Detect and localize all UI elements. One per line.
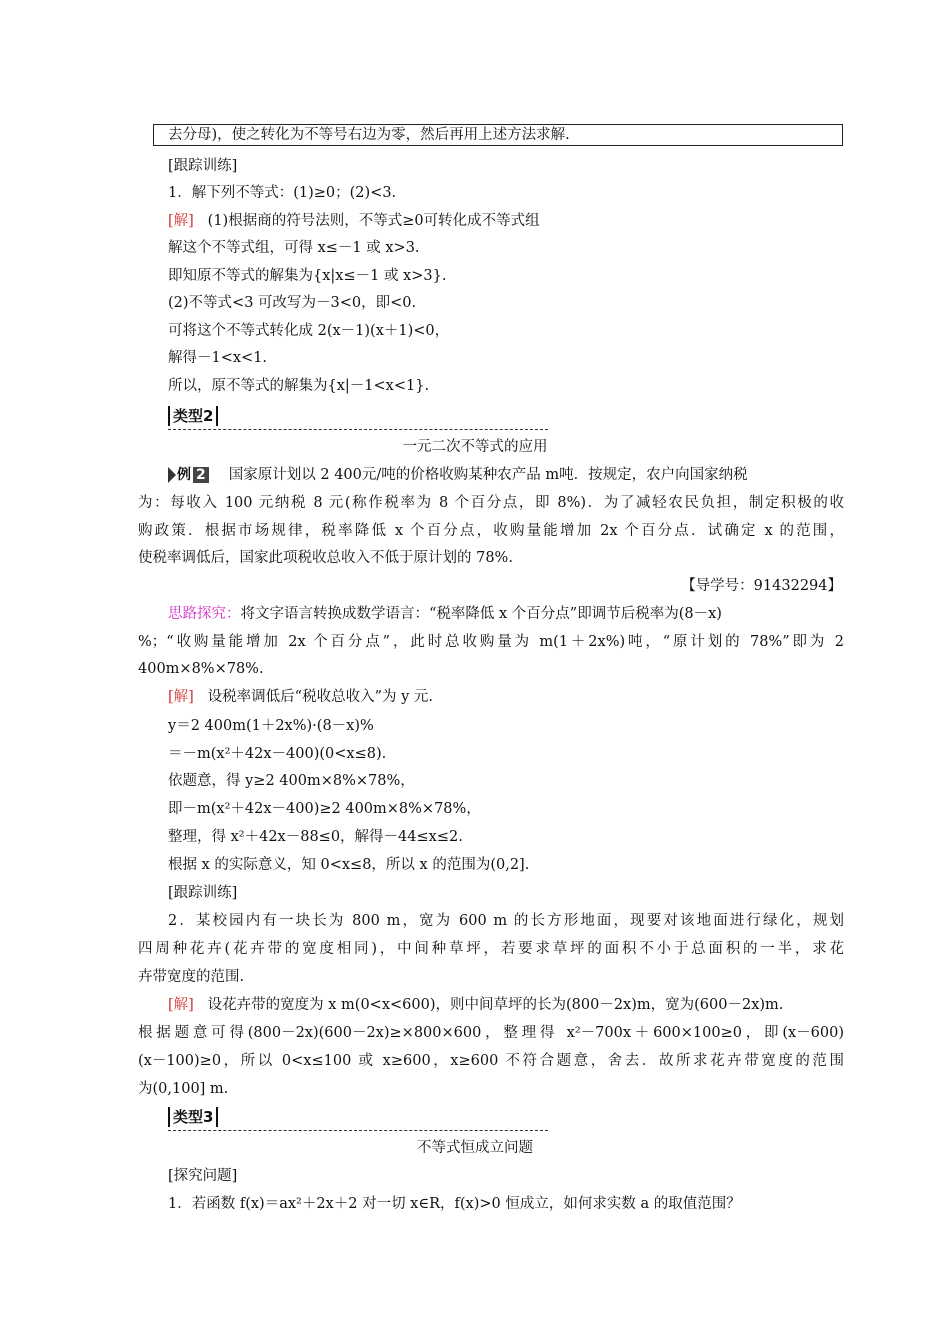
solution-line: 即知原不等式的解集为{x|x≤－1 或 x>3}.: [168, 268, 447, 284]
example-badge: 例 2: [168, 467, 209, 483]
idea-line: [168, 604, 722, 624]
solution-text: 为(0,100] m.: [138, 1081, 229, 1097]
inquiry-question: 1．若函数 f(x)＝ax²＋2x＋2 对一切 x∈R，f(x)>0 恒成立，如何求实数 a 的取值范围？: [168, 1196, 741, 1212]
arrow-icon: [168, 467, 176, 483]
type-heading: 类型3: [168, 1107, 218, 1127]
solution-line: 整理，得 x²＋42x－88≤0，解得－44≤x≤2.: [168, 829, 463, 845]
solution-line: y＝2 400m(1＋2x%)·(8－x)%: [168, 718, 374, 734]
solution-line: 依题意，得 y≥2 400m×8%×78%，: [168, 773, 415, 789]
dashed-divider: [168, 1130, 548, 1131]
solution-text: 设花卉带的宽度为 x m(0<x<600)，则中间草坪的长为(800－2x)m，宽为(600－2x)m.: [207, 997, 784, 1013]
solution-text: 根据题意可得(800－2x)(600－2x)≥×800×600，整理得 x²－700x＋600×100≥0，即(x－600): [138, 1025, 844, 1041]
dashed-divider: [168, 429, 548, 430]
solution-text: (1)根据商的符号法则，不等式≥0可转化成不等式组: [207, 213, 540, 229]
guide-ref: 【导学号：91432294】: [681, 578, 842, 594]
example-line: [168, 465, 748, 485]
example-text: 购政策．根据市场规律，税率降低 x 个百分点，收购量能增加 2x 个百分点．试确定 x 的范围，: [138, 523, 844, 539]
type-heading: 类型2: [168, 406, 218, 426]
method-box-tail: 去分母)，使之转化为不等号右边为零，然后再用上述方法求解.: [153, 124, 843, 146]
solution-tag: [解]: [168, 689, 194, 705]
solution-line: 根据 x 的实际意义，知 0<x≤8，所以 x 的范围为(0,2].: [168, 857, 530, 873]
solution-line: 可将这个不等式转化成 2(x－1)(x＋1)<0，: [168, 323, 450, 339]
solution-text: (x－100)≥0，所以 0<x≤100 或 x≥600，x≥600 不符合题意，舍去．故所求花卉带宽度的范围: [138, 1053, 844, 1069]
exercise-question: 1．解下列不等式：(1)≥0；(2)<3.: [168, 185, 397, 201]
solution-line: 解得－1<x<1.: [168, 350, 268, 366]
solution-line: [168, 995, 844, 1015]
idea-tag: 思路探究：: [168, 606, 241, 622]
example-text: 使税率调低后，国家此项税收总收入不低于原计划的 78%.: [138, 550, 513, 566]
track-label: [跟踪训练]: [168, 158, 238, 174]
solution-tag: [解]: [168, 213, 194, 229]
solution-line: [168, 687, 433, 707]
idea-text: 400m×8%×78%.: [138, 661, 264, 677]
solution-line: 即－m(x²＋42x－400)≥2 400m×8%×78%，: [168, 801, 481, 817]
solution-line: [168, 211, 540, 231]
exercise-question: 四周种花卉(花卉带的宽度相同)，中间种草坪，若要求草坪的面积不小于总面积的一半，求花: [138, 941, 844, 957]
solution-text: 设税率调低后“税收总收入”为 y 元.: [207, 689, 433, 705]
exercise-question: 卉带宽度的范围.: [138, 969, 245, 985]
example-text: 为：每收入 100 元纳税 8 元(称作税率为 8 个百分点，即 8%)．为了减轻农民负担，制定积极的收: [138, 495, 844, 511]
inquiry-label: [探究问题]: [168, 1168, 238, 1184]
solution-line: (2)不等式<3 可改写为－3<0，即<0.: [168, 295, 417, 311]
solution-line: 解这个不等式组，可得 x≤－1 或 x>3.: [168, 240, 420, 256]
section-title: 一元二次不等式的应用: [402, 439, 548, 455]
exercise-question: 2．某校园内有一块长为 800 m，宽为 600 m 的长方形地面，现要对该地面进行绿化，规划: [168, 913, 844, 929]
solution-line: 所以，原不等式的解集为{x|－1<x<1}.: [168, 378, 430, 394]
example-text: 国家原计划以 2 400元/吨的价格收购某种农产品 m吨．按规定，农户向国家纳税: [228, 467, 748, 483]
solution-tag: [解]: [168, 997, 194, 1013]
idea-text: 将文字语言转换成数学语言：“税率降低 x 个百分点”即调节后税率为(8－x): [240, 606, 722, 622]
section-title: 不等式恒成立问题: [417, 1140, 533, 1156]
solution-line: ＝－m(x²＋42x－400)(0<x≤8).: [168, 746, 387, 762]
idea-text: %；“收购量能增加 2x 个百分点”，此时总收购量为 m(1＋2x%)吨，“原计划的 78%”即为 2: [138, 634, 844, 650]
track-label: [跟踪训练]: [168, 885, 238, 901]
